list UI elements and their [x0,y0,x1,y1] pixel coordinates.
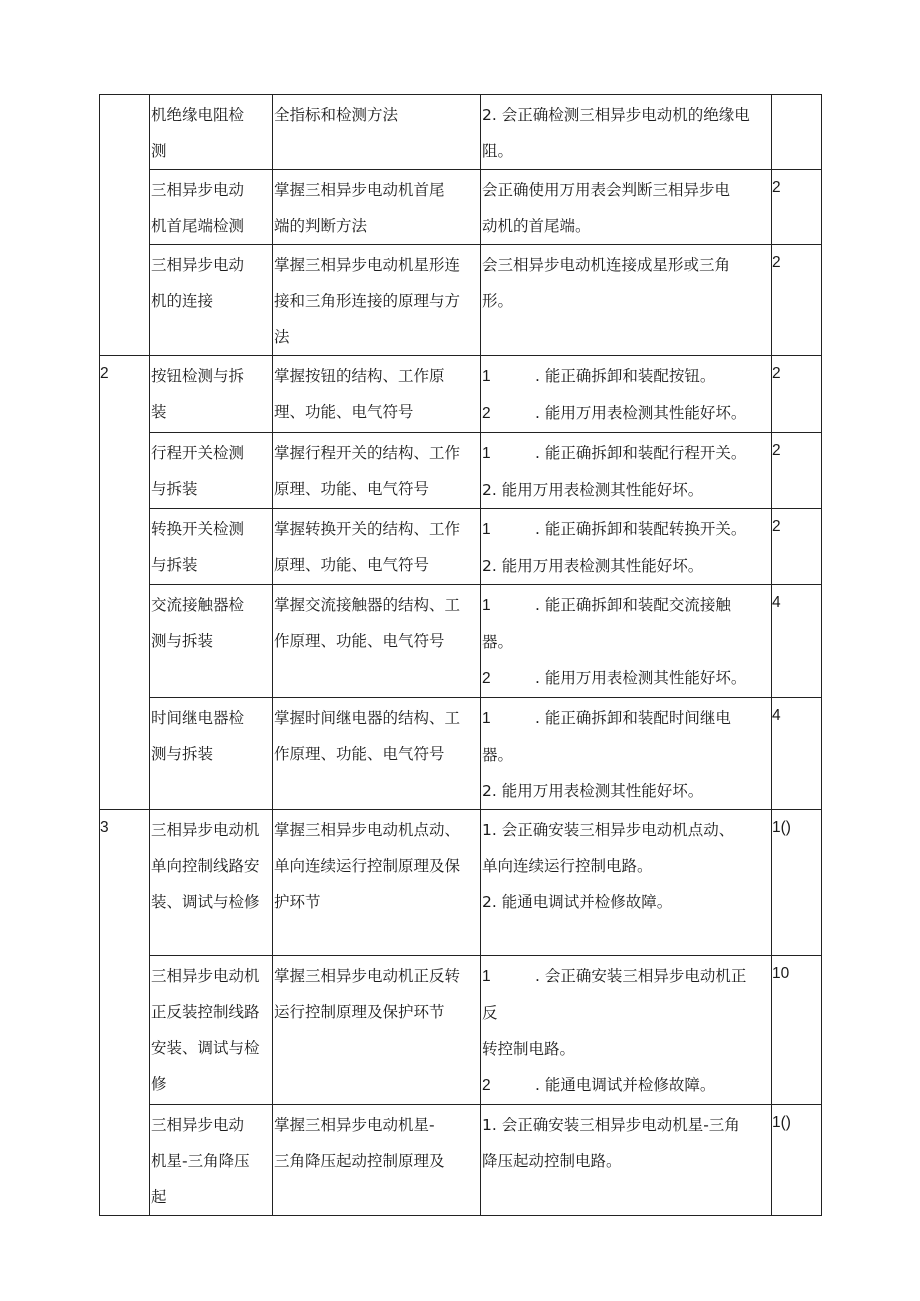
goal-cell [273,95,481,170]
cell-line: 三相异步电动机 [151,967,260,985]
cell-line: 三相异步电动机 [151,821,260,839]
skill-text: 反 [482,1004,498,1022]
cell-line: 原理、功能、电气符号 [274,480,430,498]
topic-cell [150,810,273,956]
cell-line: 测与拆装 [151,745,214,763]
cell-line: 原理、功能、电气符号 [274,556,430,574]
cell-line: 机星-三角降压 [151,1152,250,1170]
skill-number: 1 [482,710,491,727]
skill-line [482,624,771,660]
cell-line: 全指标和检测方法 [274,106,399,124]
topic-cell [150,509,273,585]
skill-line [482,395,771,432]
cell-line: 机的连接 [151,292,214,310]
cell-line: 三角降压起动控制原理及 [274,1152,445,1170]
table-row [100,509,822,585]
skill-number: 1 [482,521,491,538]
skill-text: . 能通电调试并检修故障。 [535,1076,716,1094]
skills-cell [481,585,772,698]
cell-line: 接和三角形连接的原理与方 [274,292,461,310]
cell-line: 交流接触器检 [151,596,245,614]
cell-line: 掌握交流接触器的结构、工 [274,596,461,614]
skill-text: 降压起动控制电路。 [482,1152,622,1170]
cell-line: 机首尾端检测 [151,217,245,235]
goal-cell [273,810,481,956]
cell-line: 掌握三相异步电动机星形连 [274,256,461,274]
cell-line: 掌握转换开关的结构、工作 [274,520,461,538]
skills-cell [481,1105,772,1216]
skill-number: 2 [482,1077,491,1094]
skill-line [482,737,771,773]
cell-line: 掌握行程开关的结构、工作 [274,444,461,462]
skills-cell [481,509,772,585]
skills-cell [481,170,772,245]
skill-line [482,1031,771,1067]
skill-text: 2. 能用万用表检测其性能好坏。 [482,557,704,575]
hours-cell: 2 [772,245,822,356]
cell-line: 机绝缘电阻检 [151,106,245,124]
cell-line: 安装、调试与检 [151,1039,260,1057]
cell-line: 掌握按钮的结构、工作原 [274,367,445,385]
cell-line: 三相异步电动 [151,1116,245,1134]
cell-line: 理、功能、电气符号 [274,403,414,421]
skill-text: . 能正确拆卸和装配行程开关。 [535,444,747,462]
table-row [100,356,822,433]
cell-line: 测 [151,142,167,160]
table-row [100,698,822,810]
skill-text: 形。 [482,292,514,310]
skill-line [482,133,771,169]
goal-cell [273,698,481,810]
cell-line: 按钮检测与拆 [151,367,245,385]
cell-line: 法 [274,328,290,346]
skill-text: 动机的首尾端。 [482,217,591,235]
table-row [100,170,822,245]
cell-line: 修 [151,1075,167,1093]
skill-text: . 能正确拆卸和装配按钮。 [535,367,716,385]
table-row [100,956,822,1105]
cell-line: 运行控制原理及保护环节 [274,1003,445,1021]
table-row [100,585,822,698]
skill-line [482,97,771,133]
goal-cell [273,509,481,585]
skill-line [482,700,771,737]
table-row [100,433,822,509]
topic-cell [150,170,273,245]
skill-text: 阻。 [482,142,514,160]
goal-cell [273,585,481,698]
skill-line [482,587,771,624]
goal-cell [273,356,481,433]
skill-text: 1. 会正确安装三相异步电动机星-三角 [482,1116,740,1134]
skill-text: . 能正确拆卸和装配交流接触 [535,596,731,614]
skill-line [482,958,771,995]
cell-line: 起 [151,1188,167,1206]
skill-number: 1 [482,368,491,385]
skill-line [482,548,771,584]
cell-line: 正反装控制线路 [151,1003,260,1021]
skill-text: 会三相异步电动机连接成星形或三角 [482,256,731,274]
skill-number: 1 [482,445,491,462]
skills-cell [481,433,772,509]
skill-number: 2 [482,670,491,687]
cell-line: 与拆装 [151,556,198,574]
skills-cell [481,356,772,433]
cell-line: 掌握三相异步电动机正反转 [274,967,461,985]
goal-cell [273,245,481,356]
hours-cell: 4 [772,698,822,810]
table-row [100,245,822,356]
skill-text: . 能用万用表检测其性能好坏。 [535,404,747,422]
cell-line: 转换开关检测 [151,520,245,538]
topic-cell [150,585,273,698]
skills-cell [481,95,772,170]
skill-line [482,660,771,697]
cell-line: 时间继电器检 [151,709,245,727]
cell-line: 行程开关检测 [151,444,245,462]
skill-line [482,172,771,208]
skill-text: 2. 能用万用表检测其性能好坏。 [482,481,704,499]
skill-text: . 能正确拆卸和装配时间继电 [535,709,731,727]
skill-number: 2 [482,405,491,422]
hours-cell: 2 [772,170,822,245]
goal-cell [273,170,481,245]
skill-line [482,208,771,244]
skill-number: 1 [482,968,491,985]
topic-cell [150,433,273,509]
skill-line [482,1143,771,1179]
module-number: 2 [100,356,150,810]
cell-line: 作原理、功能、电气符号 [274,632,445,650]
topic-cell [150,956,273,1105]
topic-cell [150,698,273,810]
skill-line [482,1107,771,1143]
goal-cell [273,956,481,1105]
cell-line: 单向连续运行控制原理及保 [274,857,461,875]
cell-line: 掌握三相异步电动机星- [274,1116,435,1134]
topic-cell [150,356,273,433]
hours-cell [772,95,822,170]
hours-cell: 4 [772,585,822,698]
skill-text: 单向连续运行控制电路。 [482,857,653,875]
cell-line: 装 [151,403,167,421]
cell-line: 掌握时间继电器的结构、工 [274,709,461,727]
skill-line [482,1067,771,1104]
cell-line: 三相异步电动 [151,181,245,199]
cell-line: 作原理、功能、电气符号 [274,745,445,763]
table-row [100,95,822,170]
skills-cell [481,956,772,1105]
cell-line: 掌握三相异步电动机首尾 [274,181,445,199]
skill-line [482,511,771,548]
module-number [100,95,150,356]
skills-cell [481,245,772,356]
skill-text: 2. 能用万用表检测其性能好坏。 [482,782,704,800]
skill-text: 器。 [482,746,514,764]
cell-line: 单向控制线路安 [151,857,260,875]
table-row [100,1105,822,1216]
cell-line: 与拆装 [151,480,198,498]
cell-line: 护环节 [274,893,321,911]
table-row [100,810,822,956]
skill-line [482,995,771,1031]
skill-line [482,247,771,283]
skill-text: 器。 [482,633,514,651]
topic-cell [150,245,273,356]
hours-cell: 2 [772,356,822,433]
skill-line [482,472,771,508]
skill-line [482,884,771,920]
hours-cell: 2 [772,509,822,585]
skill-text: 2. 会正确检测三相异步电动机的绝缘电 [482,106,750,124]
topic-cell [150,1105,273,1216]
hours-cell: 1() [772,1105,822,1216]
skill-line [482,812,771,848]
cell-line: 装、调试与检修 [151,893,260,911]
hours-cell: 10 [772,956,822,1105]
skill-text: . 能用万用表检测其性能好坏。 [535,669,747,687]
topic-cell [150,95,273,170]
skill-text: 转控制电路。 [482,1040,576,1058]
cell-line: 端的判断方法 [274,217,368,235]
skills-cell [481,698,772,810]
skill-text: 会正确使用万用表会判断三相异步电 [482,181,731,199]
cell-line: 三相异步电动 [151,256,245,274]
skill-number: 1 [482,597,491,614]
skill-line [482,848,771,884]
skill-text: . 能正确拆卸和装配转换开关。 [535,520,747,538]
cell-line: 测与拆装 [151,632,214,650]
skill-text: . 会正确安装三相异步电动机正 [535,967,747,985]
skill-text: 1. 会正确安装三相异步电动机点动、 [482,821,735,839]
hours-cell: 2 [772,433,822,509]
module-number: 3 [100,810,150,1216]
skill-text: 2. 能通电调试并检修故障。 [482,893,673,911]
skill-line [482,773,771,809]
hours-cell: 1() [772,810,822,956]
course-table [99,94,822,1216]
skill-line [482,283,771,319]
skills-cell [481,810,772,956]
skill-line [482,358,771,395]
cell-line: 掌握三相异步电动机点动、 [274,821,461,839]
goal-cell [273,1105,481,1216]
skill-line [482,435,771,472]
goal-cell [273,433,481,509]
